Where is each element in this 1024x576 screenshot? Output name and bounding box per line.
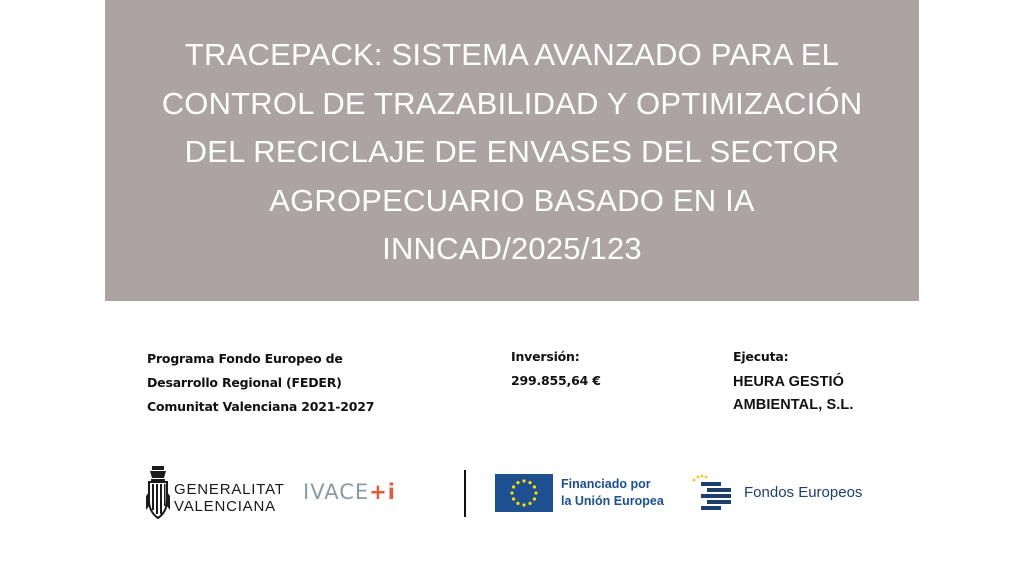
project-title-line-2: CONTROL DE TRAZABILIDAD Y OPTIMIZACIÓN [161, 85, 863, 121]
generalitat-coat-of-arms-icon [146, 466, 170, 524]
project-title-line-4: AGROPECUARIO BASADO EN IA [269, 182, 755, 218]
ivace-main-text: IVACE [303, 480, 370, 504]
executor-info [733, 345, 788, 369]
program-info [147, 347, 374, 419]
project-title-line-1: TRACEPACK: SISTEMA AVANZADO PARA EL [184, 37, 840, 73]
project-code: INNCAD/2025/123 [382, 231, 642, 267]
program-line-1: Programa Fondo Europeo de [147, 351, 343, 366]
generalitat-line-1: GENERALITAT [174, 481, 285, 498]
eu-text [561, 476, 664, 510]
logos-row [0, 460, 1024, 530]
program-line-2: Desarrollo Regional (FEDER) [147, 375, 342, 390]
ivace-accent-text: +i [369, 480, 396, 504]
project-title-line-3: DEL RECICLAJE DE ENVASES DEL SECTOR [184, 134, 840, 170]
executor-label: Ejecuta: [733, 349, 789, 364]
fondos-text: Fondos Europeos [744, 484, 863, 501]
investment-amount: 299.855,64 € [511, 373, 601, 388]
executor-company-line-2: AMBIENTAL, S.L. [733, 396, 854, 413]
generalitat-line-2: VALENCIANA [174, 498, 276, 515]
executor-company [733, 371, 853, 416]
eu-flag-icon [495, 474, 553, 512]
title-banner [105, 0, 919, 301]
logo-divider [464, 470, 466, 517]
executor-company-line-1: HEURA GESTIÓ [733, 374, 845, 390]
fondos-europeos-icon [690, 474, 738, 512]
investment-label: Inversión: [511, 349, 580, 364]
ivace-logo [303, 480, 396, 504]
program-line-3: Comunitat Valenciana 2021-2027 [147, 399, 375, 414]
generalitat-text [174, 481, 285, 515]
eu-text-line-1: Financiado por [561, 477, 651, 491]
eu-text-line-2: la Unión Europea [561, 494, 664, 508]
investment-info [511, 345, 601, 393]
project-title [162, 31, 863, 274]
